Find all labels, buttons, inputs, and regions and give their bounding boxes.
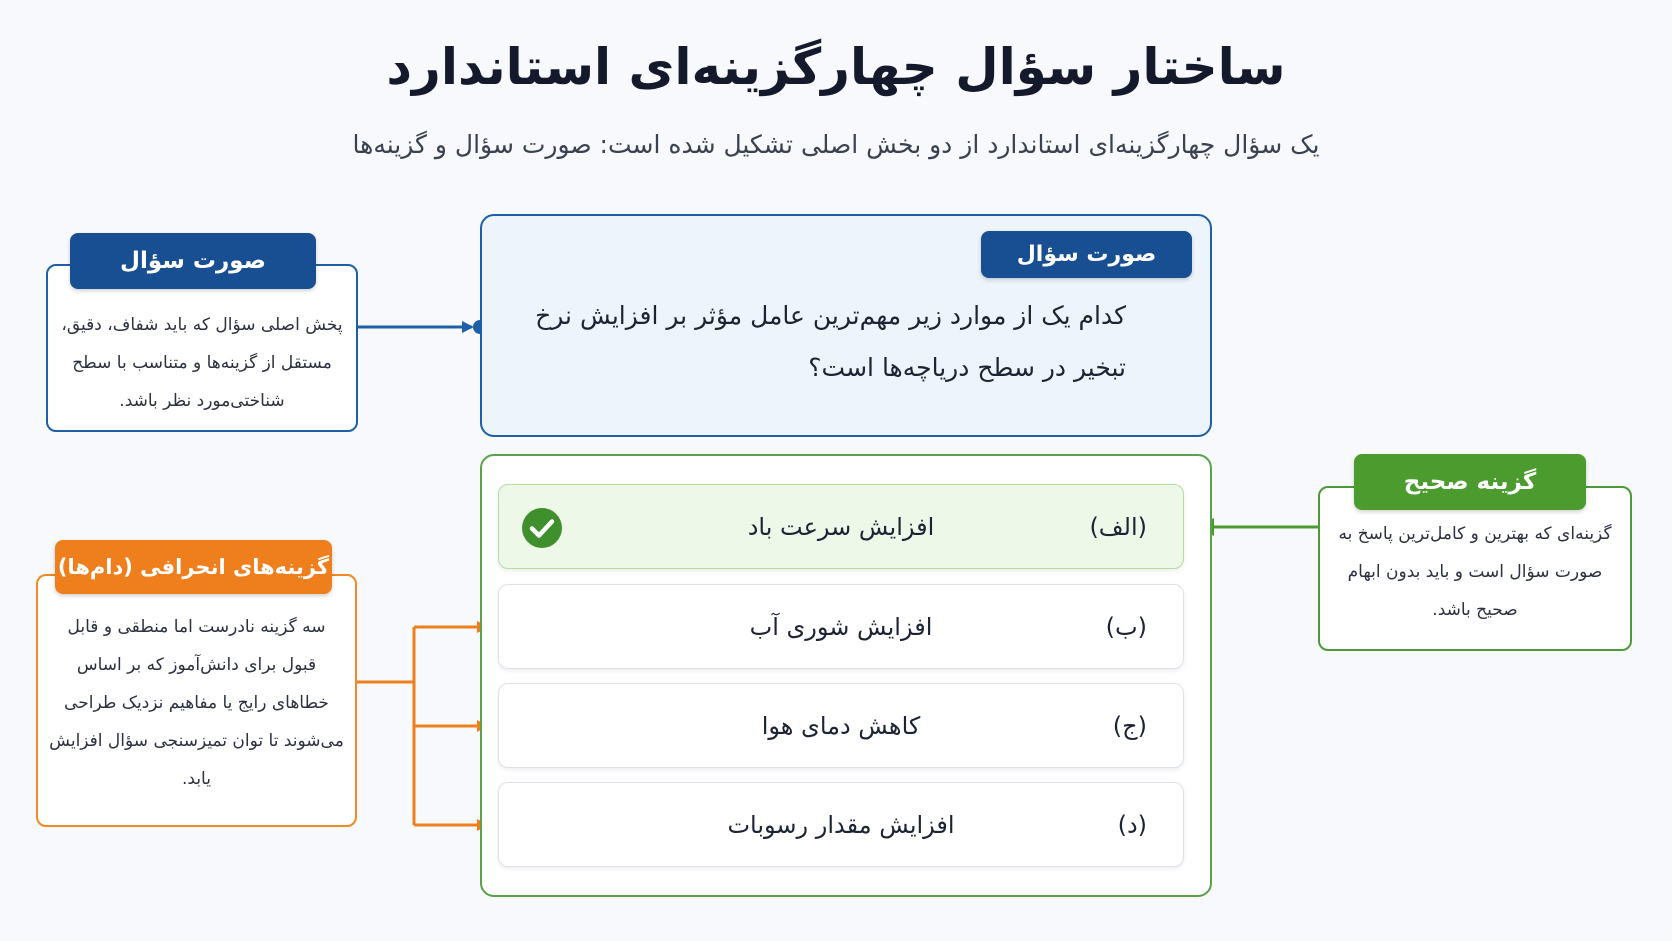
distractor-note-card <box>36 574 357 827</box>
option-c-text: کاهش دمای هوا <box>761 712 921 740</box>
option-d <box>498 782 1184 867</box>
option-c <box>498 683 1184 768</box>
option-a-letter: (الف) <box>1089 513 1147 541</box>
diagram-subtitle: یک سؤال چهارگزینه‌ای استاندارد از دو بخش اصلی تشکیل شده است: صورت سؤال و گزینه‌ها <box>352 130 1320 159</box>
correct-note-text: گزینه‌ای که بهترین و کامل‌ترین پاسخ به صورت سؤال است و باید بدون ابهام صحیح باشد. <box>1338 524 1612 620</box>
stem-note-text: پخش اصلی سؤال که باید شفاف، دقیق، مستقل از گزینه‌ها و متناسب با سطح شناختی‌مورد نظر باشد. <box>61 315 343 411</box>
option-a-text: افزایش سرعت باد <box>747 513 935 541</box>
stem-note-label: صورت سؤال <box>70 233 316 289</box>
distractor-connector-trunk <box>357 627 414 825</box>
correct-note-label: گزینه صحیح <box>1354 454 1586 510</box>
diagram-title: ساختار سؤال چهارگزینه‌ای استاندارد <box>386 38 1286 96</box>
question-stem-text: کدام یک از موارد زیر مهم‌ترین عامل مؤثر بر افزایش نرخ تبخیر در سطح دریاچه‌ها است؟ <box>535 301 1126 382</box>
option-a <box>498 484 1184 569</box>
option-b-letter: (ب) <box>1105 613 1147 641</box>
option-b <box>498 584 1184 669</box>
question-stem-label: صورت سؤال <box>981 231 1192 278</box>
distractor-note-label: گزینه‌های انحرافی (دام‌ها) <box>55 540 332 594</box>
correct-note-card <box>1318 486 1632 651</box>
option-b-text: افزایش شوری آب <box>749 613 933 641</box>
check-circle-icon <box>521 507 563 549</box>
option-d-letter: (د) <box>1117 811 1147 839</box>
option-c-letter: (ج) <box>1112 712 1147 740</box>
distractor-note-text: سه گزینه نادرست اما منطقی و قابل قبول برای دانش‌آموز که بر اساس خطاهای رایج یا مفاهیم نزدیک طراحی می‌شوند تا توان تمیزسنجی سؤال افزایش یابد. <box>49 617 344 789</box>
option-d-text: افزایش مقدار رسوبات <box>727 811 955 839</box>
stem-note-card <box>46 264 358 432</box>
